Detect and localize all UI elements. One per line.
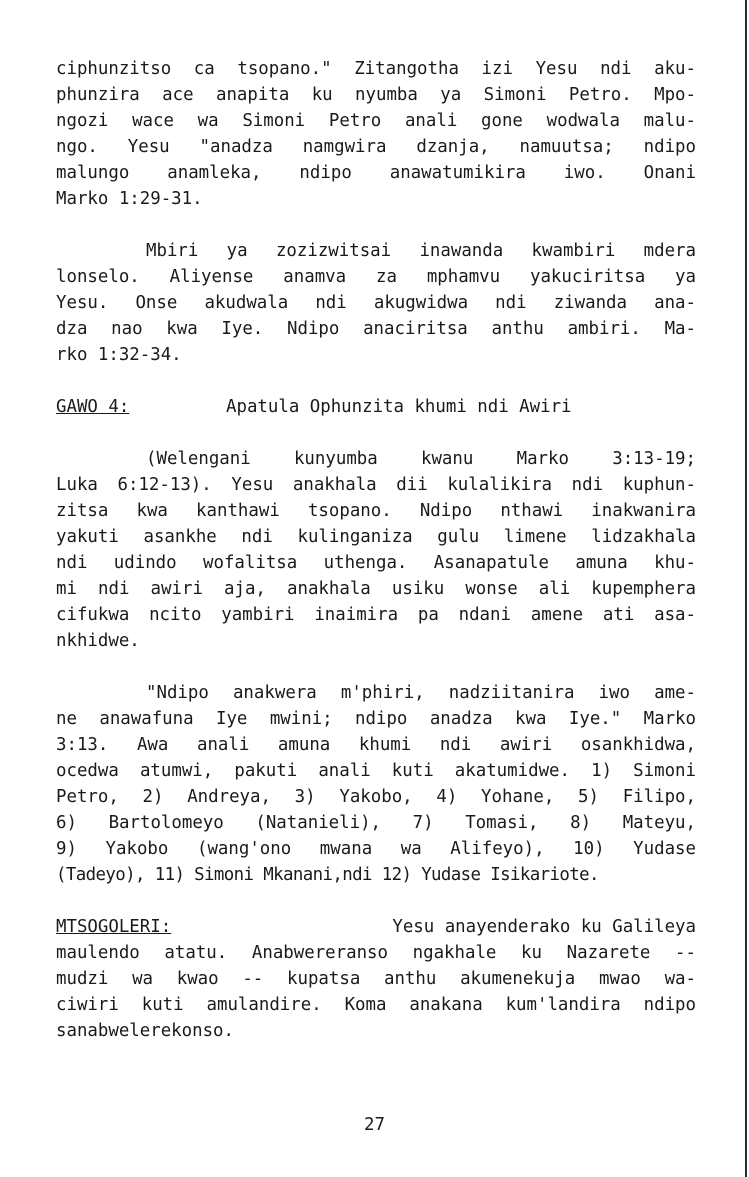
- mtsogoleri-label: MTSOGOLERI:: [56, 917, 172, 937]
- paragraph-2: [56, 238, 696, 368]
- text-line: ciwiri kuti amulandire. Koma anakana kum'landira ndipo: [56, 995, 696, 1015]
- text-line: malungo anamleka, ndipo anawatumikira iwo. Onani: [56, 163, 696, 183]
- text-line: lonselo. Aliyense anamva za mphamvu yakuciritsa ya: [56, 267, 696, 287]
- text-line: (Tadeyo), 11) Simoni Mkanani,ndi 12) Yudase Isikariote.: [56, 865, 599, 885]
- paragraph-5: [56, 914, 696, 1044]
- text-line: rko 1:32-34.: [56, 345, 182, 365]
- text-line: ngozi wace wa Simoni Petro anali gone wodwala malu-: [56, 111, 696, 131]
- mtsogoleri-first-line: Yesu anayenderako ku Galileya: [392, 917, 696, 937]
- page-number: 27: [364, 1115, 385, 1135]
- section-heading: [56, 394, 696, 420]
- text-line: Yesu. Onse akudwala ndi akugwidwa ndi ziwanda ana-: [56, 293, 696, 313]
- text-line: mi ndi awiri aja, anakhala usiku wonse ali kupemphera: [56, 579, 696, 599]
- text-line: sanabwelerekonso.: [56, 1021, 234, 1041]
- text-line: ne anawafuna Iye mwini; ndipo anadza kwa Iye." Marko: [56, 709, 696, 729]
- text-line: Luka 6:12-13). Yesu anakhala dii kulalikira ndi kuphun-: [56, 475, 696, 495]
- paragraph-4: [56, 680, 696, 888]
- text-line: zitsa kwa kanthawi tsopano. Ndipo nthawi inakwanira: [56, 501, 696, 521]
- text-line: ocedwa atumwi, pakuti anali kuti akatumidwe. 1) Simoni: [56, 761, 696, 781]
- text-line: Mbiri ya zozizwitsai inawanda kwambiri mdera: [146, 241, 696, 261]
- text-line: maulendo atatu. Anabwereranso ngakhale ku Nazarete --: [56, 943, 696, 963]
- text-line: cifukwa ncito yambiri inaimira pa ndani amene ati asa-: [56, 605, 696, 625]
- text-line: yakuti asankhe ndi kulinganiza gulu limene lidzakhala: [56, 527, 696, 547]
- text-line: Petro, 2) Andreya, 3) Yakobo, 4) Yohane, 5) Filipo,: [56, 787, 696, 807]
- text-line: (Welengani kunyumba kwanu Marko 3:13-19;: [146, 449, 696, 469]
- text-line: ndi udindo wofalitsa uthenga. Asanapatule amuna khu-: [56, 553, 696, 573]
- section-label: GAWO 4:: [56, 397, 130, 417]
- text-line: [56, 914, 696, 940]
- text-line: mudzi wa kwao -- kupatsa anthu akumenekuja mwao wa-: [56, 969, 696, 989]
- text-line: phunzira ace anapita ku nyumba ya Simoni Petro. Mpo-: [56, 85, 696, 105]
- paragraph-1: [56, 56, 696, 212]
- document-page: [56, 56, 696, 1070]
- paragraph-3: [56, 446, 696, 654]
- text-line: 3:13. Awa anali amuna khumi ndi awiri osankhidwa,: [56, 735, 696, 755]
- text-line: 6) Bartolomeyo (Natanieli), 7) Tomasi, 8) Mateyu,: [56, 813, 696, 833]
- text-line: Marko 1:29-31.: [56, 189, 203, 209]
- text-line: "Ndipo anakwera m'phiri, nadziitanira iwo ame-: [146, 683, 696, 703]
- section-title: Apatula Ophunzita khumi ndi Awiri: [226, 397, 572, 417]
- page-edge-line: [745, 0, 747, 1177]
- text-line: ngo. Yesu "anadza namgwira dzanja, namuutsa; ndipo: [56, 137, 696, 157]
- text-line: dza nao kwa Iye. Ndipo anaciritsa anthu ambiri. Ma-: [56, 319, 696, 339]
- text-line: nkhidwe.: [56, 631, 140, 651]
- text-line: ciphunzitso ca tsopano." Zitangotha izi Yesu ndi aku-: [56, 59, 696, 79]
- text-line: 9) Yakobo (wang'ono mwana wa Alifeyo), 10) Yudase: [56, 839, 696, 859]
